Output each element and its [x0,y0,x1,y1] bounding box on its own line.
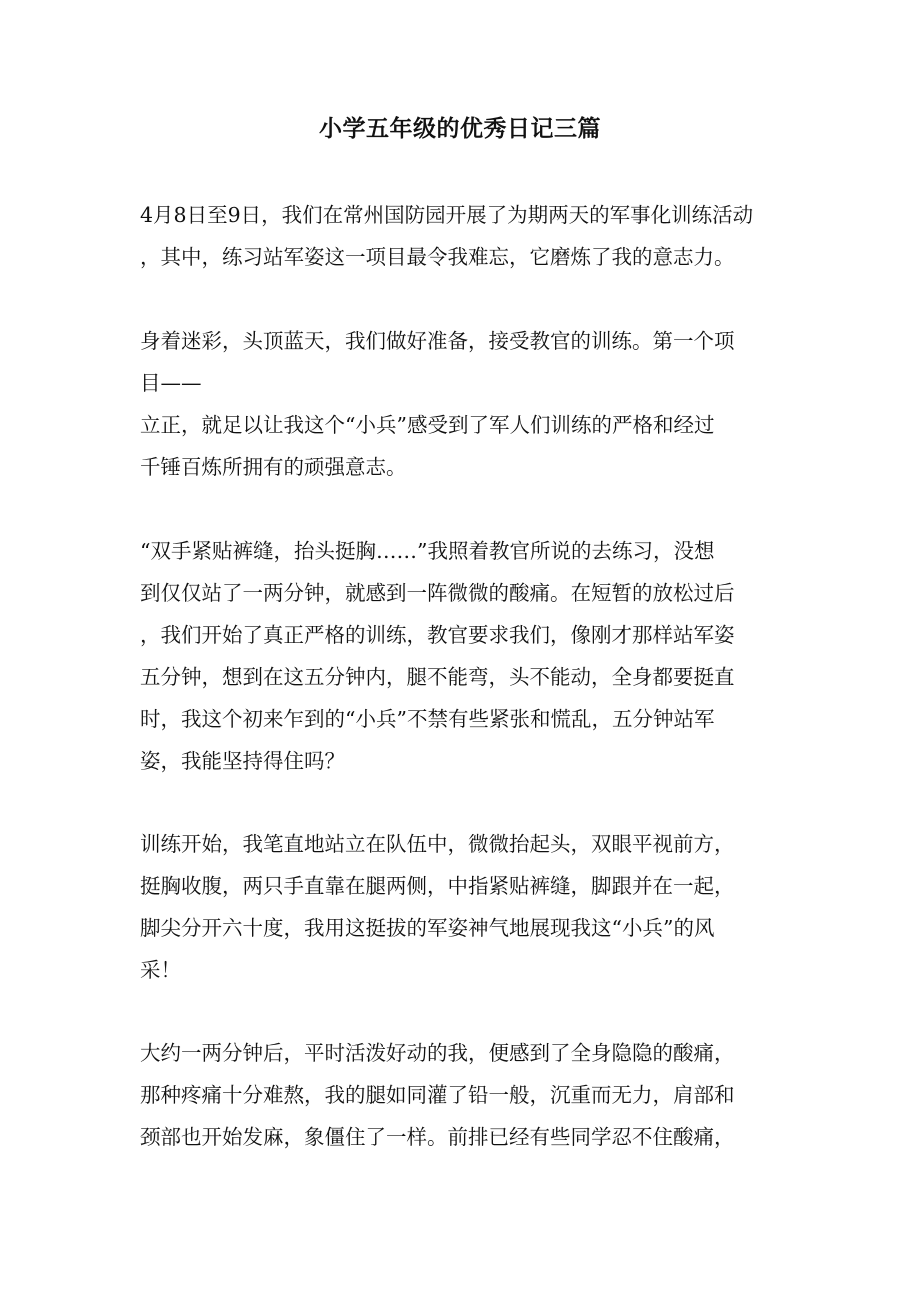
text-line: 脚尖分开六十度，我用这挺拔的军姿神气地展现我这“小兵”的风 [140,916,715,940]
paragraph [140,194,753,278]
text-line: 颈部也开始发麻，象僵住了一样。前排已经有些同学忍不住酸痛， [140,1125,735,1149]
text-line: 姿，我能坚持得住吗？ [140,749,345,773]
paragraph [140,320,735,488]
text-line: 立正，就足以让我这个“小兵”感受到了军人们训练的严格和经过 [140,413,715,437]
text-line: 五分钟，想到在这五分钟内，腿不能弯，头不能动，全身都要挺直 [140,665,735,689]
text-line: ，我们开始了真正严格的训练，教官要求我们，像刚才那样站军姿 [140,623,735,647]
paragraph [140,530,735,782]
text-line: “双手紧贴裤缝，抬头挺胸……”我照着教官所说的去练习，没想 [140,539,715,563]
text-line: 挺胸收腹，两只手直靠在腿两侧，中指紧贴裤缝，脚跟并在一起， [140,874,735,898]
text-line: 到仅仅站了一两分钟，就感到一阵微微的酸痛。在短暂的放松过后 [140,581,735,605]
text-line: 训练开始，我笔直地站立在队伍中，微微抬起头，双眼平视前方， [140,832,735,856]
text-line: 大约一两分钟后，平时活泼好动的我，便感到了全身隐隐的酸痛， [140,1041,735,1065]
text-line: ，其中，练习站军姿这一项目最令我难忘，它磨炼了我的意志力。 [140,245,735,269]
paragraph [140,1032,735,1158]
text-line: 采！ [140,958,181,982]
text-line: 4月8日至9日，我们在常州国防园开展了为期两天的军事化训练活动 [140,203,754,227]
paragraph [140,823,735,991]
text-line: 千锤百炼所拥有的顽强意志。 [140,455,407,479]
text-line: 身着迷彩，头顶蓝天，我们做好准备，接受教官的训练。第一个项 [140,329,735,353]
text-line: 时，我这个初来乍到的“小兵”不禁有些紧张和慌乱，五分钟站军 [140,707,715,731]
text-line: 目—— [140,371,202,395]
text-line: 那种疼痛十分难熬，我的腿如同灌了铅一般，沉重而无力，肩部和 [140,1083,735,1107]
document-title: 小学五年级的优秀日记三篇 [319,115,601,142]
